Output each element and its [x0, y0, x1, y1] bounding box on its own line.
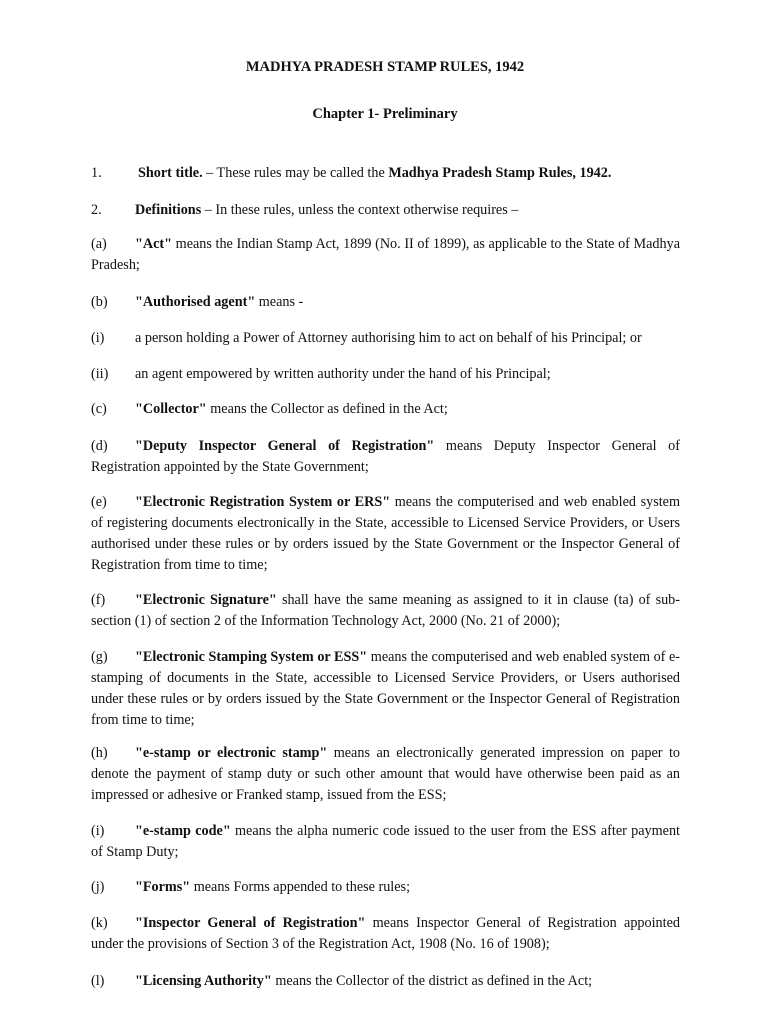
clause-text: means the computerised and web enabled system of e-stamping of documents in the State, accessible to Licensed Service Providers, or Users authorised under these rules or by orders issued by the State Government or the Inspector General of Registration from time to time;: [91, 649, 681, 728]
clause-h: [91, 743, 680, 806]
clause-text: means -: [255, 294, 304, 310]
clause-number: (g): [91, 649, 108, 665]
clause-text: means the Collector as defined in the Act;: [206, 401, 448, 417]
clause-number: 2.: [91, 202, 102, 218]
clause-d: [91, 436, 680, 478]
clause-f: [91, 590, 680, 632]
clause-term: "e-stamp code": [135, 823, 231, 839]
clause-number: 1.: [91, 165, 102, 181]
clause-term: "Electronic Signature": [135, 592, 277, 608]
clause-text: – In these rules, unless the context otherwise requires –: [201, 202, 519, 218]
clause-number: (k): [91, 915, 108, 931]
clause-number: (f): [91, 592, 106, 608]
clause-term: Short title.: [138, 165, 203, 181]
clause-text: means Forms appended to these rules;: [190, 879, 411, 895]
clause-number: (h): [91, 745, 108, 761]
clause-term: "Authorised agent": [135, 294, 256, 310]
clause-term: "Inspector General of Registration": [135, 915, 366, 931]
clause-l: [91, 971, 680, 992]
clause-text: a person holding a Power of Attorney authorising him to act on behalf of his Principal; or: [135, 330, 642, 346]
clause-number: (c): [91, 401, 107, 417]
clause-number: (ii): [91, 366, 109, 382]
clause-term: "Electronic Registration System or ERS": [135, 494, 391, 510]
clause-number: (b): [91, 294, 108, 310]
clause-number: (i): [91, 330, 105, 346]
document-title: MADHYA PRADESH STAMP RULES, 1942: [245, 59, 525, 75]
clause-text: means Deputy Inspector General of Registration appointed by the State Government;: [91, 438, 680, 475]
clause-a: [91, 234, 680, 276]
clause-term: "Electronic Stamping System or ESS": [135, 649, 368, 665]
clause-text: means the alpha numeric code issued to the user from the ESS after payment of Stamp Duty;: [91, 823, 680, 860]
clause-text: shall have the same meaning as assigned to it in clause (ta) of sub-section (1) of section 2 of the Information Technology Act, 2000 (No. 21 of 2000);: [91, 592, 681, 629]
clause-k: [91, 913, 680, 955]
clause-b: [91, 292, 680, 313]
clause-term-2: Madhya Pradesh Stamp Rules, 1942.: [388, 165, 612, 181]
clause-term: "Act": [135, 236, 173, 252]
clause-number: (l): [91, 973, 105, 989]
clause-number: (j): [91, 879, 105, 895]
clause-term: "Licensing Authority": [135, 973, 272, 989]
clause-number: (d): [91, 438, 108, 454]
chapter-heading: Chapter 1- Preliminary: [312, 106, 458, 122]
clause-text: means Inspector General of Registration appointed under the provisions of Section 3 of the Registration Act, 1908 (No. 16 of 1908);: [91, 915, 680, 952]
clause-e: [91, 492, 680, 576]
clause-term: "Forms": [135, 879, 191, 895]
clause-text: means the Collector of the district as defined in the Act;: [271, 973, 593, 989]
clause-term: "Deputy Inspector General of Registration": [135, 438, 435, 454]
clause-b-ii: [91, 364, 680, 385]
clause-1: [91, 163, 680, 184]
clause-c: [91, 399, 680, 420]
clause-text: an agent empowered by written authority under the hand of his Principal;: [135, 366, 551, 382]
clause-i: [91, 821, 680, 863]
clause-text: means the computerised and web enabled system of registering documents electronically in the State, accessible to Licensed Service Providers, or Users authorised under these rules or by orders issued by the State Government or the Inspector General of Registration from time to time;: [91, 494, 680, 573]
clause-g: [91, 647, 680, 731]
clause-text: means an electronically generated impression on paper to denote the payment of stamp duty or such other amount that would have otherwise been paid as an impressed or adhesive or Franked stamp, issued from the ESS;: [91, 745, 680, 803]
clause-term: Definitions: [135, 202, 202, 218]
clause-term: "e-stamp or electronic stamp": [135, 745, 328, 761]
clause-2: [91, 200, 680, 221]
clause-number: (a): [91, 236, 107, 252]
clause-text: means the Indian Stamp Act, 1899 (No. II of 1899), as applicable to the State of Madhya Pradesh;: [91, 236, 680, 273]
clause-b-i: [91, 328, 680, 349]
clause-number: (i): [91, 823, 105, 839]
clause-text: – These rules may be called the: [202, 165, 389, 181]
clause-number: (e): [91, 494, 107, 510]
clause-term: "Collector": [135, 401, 207, 417]
clause-j: [91, 877, 680, 898]
